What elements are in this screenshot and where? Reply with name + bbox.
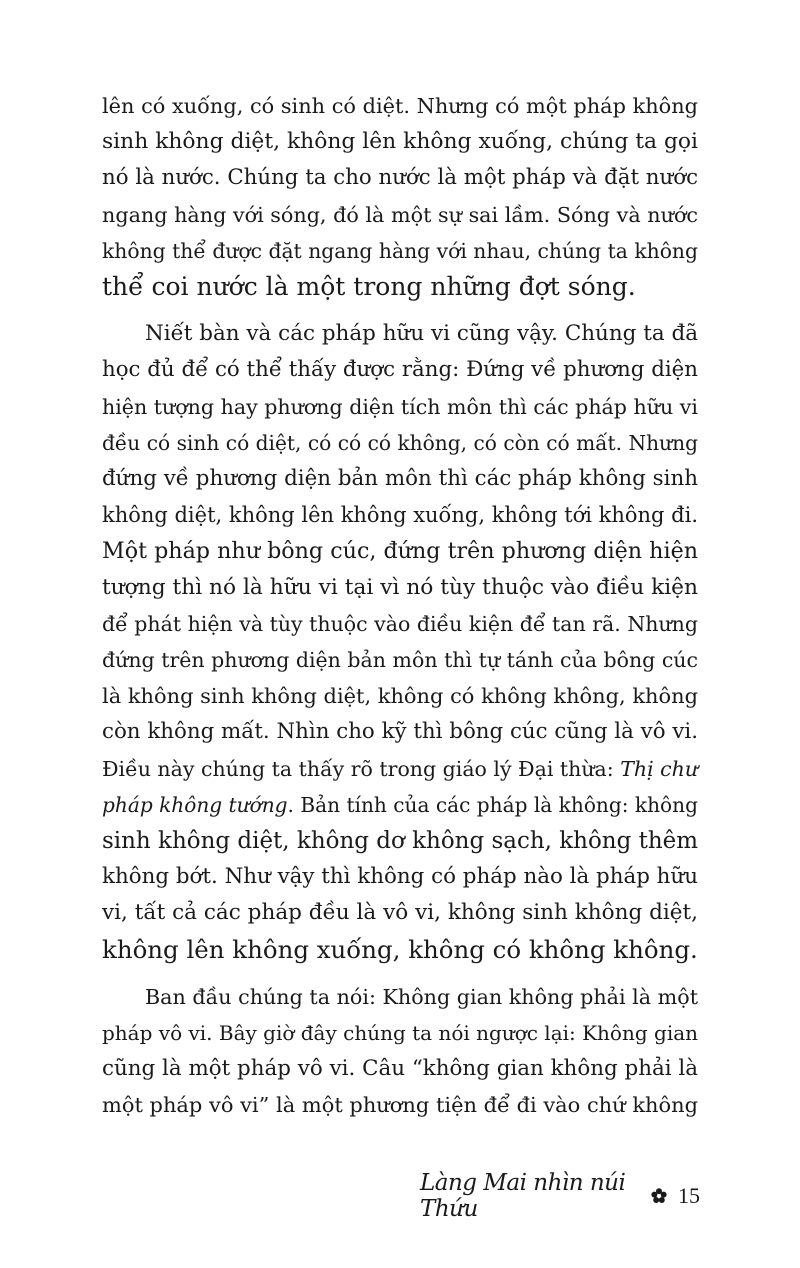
- text-line-with-italic: [102, 751, 698, 787]
- text-line: thể coi nước là một trong những đợt sóng.: [102, 272, 636, 302]
- text-line: sinh không diệt, không dơ không sạch, không thêm: [102, 828, 698, 855]
- text-line: đứng về phương diện bản môn thì các pháp không sinh: [102, 466, 698, 492]
- text-line: Ban đầu chúng ta nói: Không gian không phải là một: [145, 984, 698, 1009]
- text-line: pháp vô vi. Bây giờ đây chúng ta nói ngược lại: Không gian: [102, 1021, 699, 1046]
- flower-icon: [650, 1187, 668, 1205]
- text-line: Niết bàn và các pháp hữu vi cũng vậy. Chúng ta đã: [145, 321, 698, 347]
- text-line: ngang hàng với sóng, đó là một sự sai lầm. Sóng và nước: [102, 202, 698, 227]
- text-line: vi, tất cả các pháp đều là vô vi, không sinh không diệt,: [102, 900, 698, 926]
- text-line: sinh không diệt, không lên không xuống, chúng ta gọi: [102, 129, 698, 155]
- italic-term: pháp không tướng: [102, 792, 288, 817]
- text-line: học đủ để có thể thấy được rằng: Đứng về phương diện: [102, 357, 698, 383]
- paragraph-1: [102, 88, 698, 305]
- text-fragment: . Bản tính của các pháp là không: không: [287, 792, 698, 817]
- text-line: đứng trên phương diện bản môn thì tự tánh của bông cúc: [102, 648, 698, 673]
- text-line: nó là nước. Chúng ta cho nước là một pháp và đặt nước: [102, 165, 698, 191]
- text-line: đều có sinh có diệt, có có có không, có còn có mất. Nhưng: [102, 430, 698, 455]
- page-number: 15: [678, 1183, 700, 1208]
- text-fragment: Điều này chúng ta thấy rõ trong giáo lý Đại thừa:: [102, 756, 621, 781]
- italic-term: Thị chư: [620, 756, 699, 781]
- text-line: không lên không xuống, không có không không.: [102, 934, 698, 964]
- text-line: không bớt. Như vậy thì không có pháp nào là pháp hữu: [102, 864, 698, 890]
- text-line: tượng thì nó là hữu vi tại vì nó tùy thuộc vào điều kiện: [102, 574, 698, 600]
- text-line: hiện tượng hay phương diện tích môn thì các pháp hữu vi: [102, 394, 698, 419]
- text-line: còn không mất. Nhìn cho kỹ thì bông cúc cũng là vô vi.: [102, 719, 698, 745]
- text-line: để phát hiện và tùy thuộc vào điều kiện để tan rã. Nhưng: [102, 611, 698, 636]
- text-line: một pháp vô vi” là một phương tiện để đi vào chứ không: [102, 1093, 698, 1118]
- text-line: Một pháp như bông cúc, đứng trên phương diện hiện: [102, 538, 698, 565]
- text-line: không diệt, không lên không xuống, không tới không đi.: [102, 503, 698, 528]
- body-text: [102, 88, 698, 1124]
- paragraph-2: [102, 316, 698, 968]
- page-footer: [420, 1170, 700, 1222]
- text-line: cũng là một pháp vô vi. Câu “không gian không phải là: [102, 1056, 698, 1082]
- text-line-with-italic: [102, 787, 698, 823]
- text-line: không thể được đặt ngang hàng với nhau, chúng ta không: [102, 238, 698, 263]
- text-line: là không sinh không diệt, không có không không, không: [102, 684, 699, 709]
- text-line: lên có xuống, có sinh có diệt. Nhưng có một pháp không: [102, 94, 698, 118]
- running-title: Làng Mai nhìn núi Thứu: [420, 1170, 626, 1222]
- paragraph-3: [102, 979, 698, 1124]
